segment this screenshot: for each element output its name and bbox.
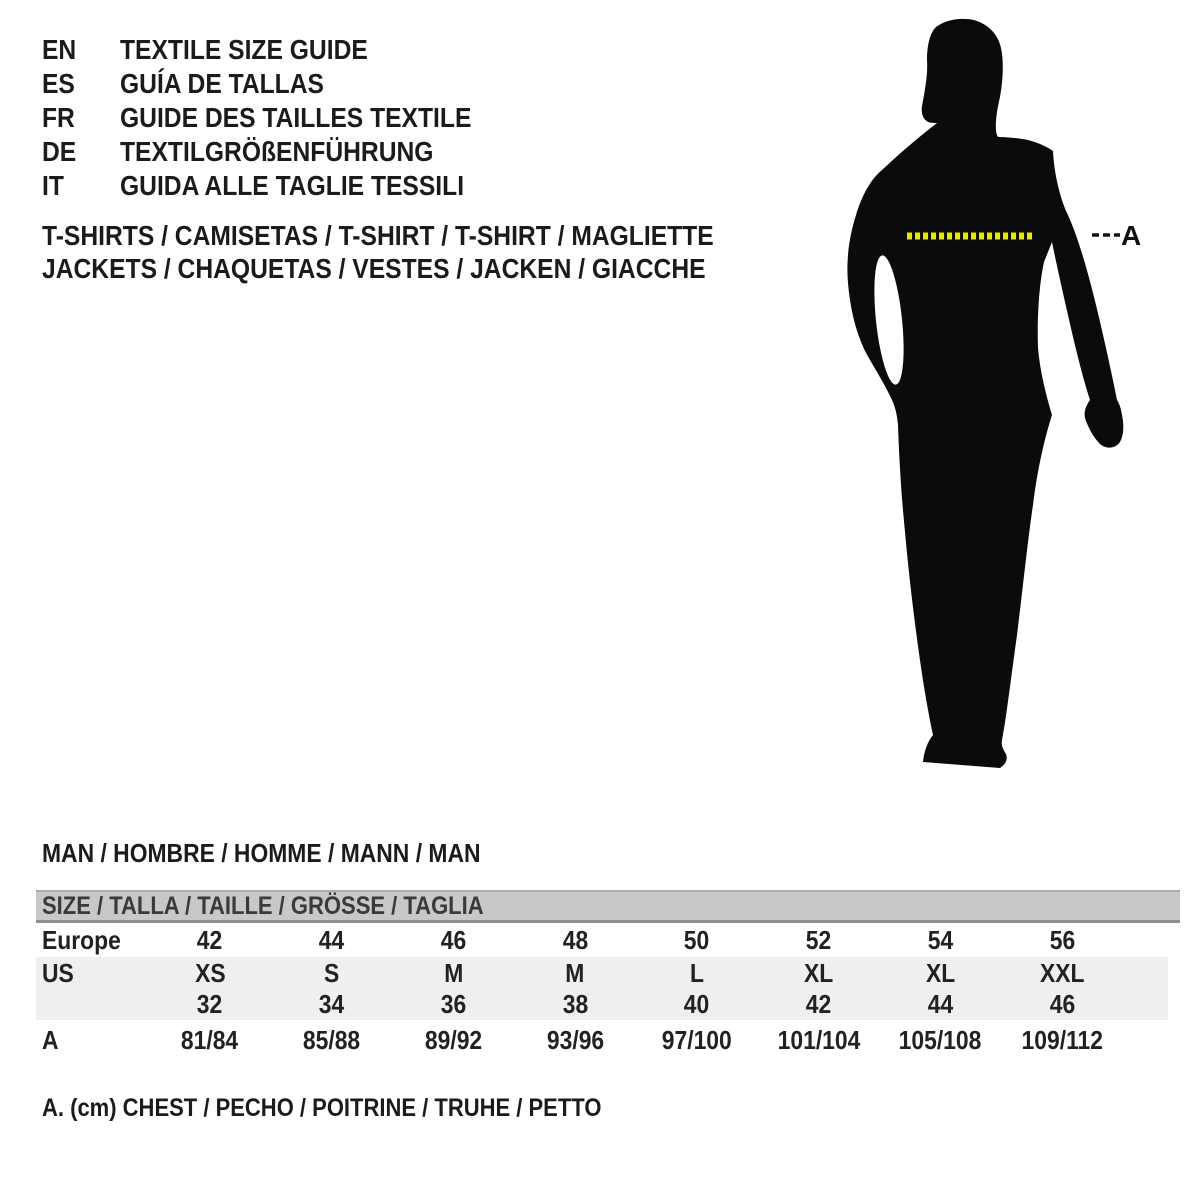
size-value: 42 [805,989,832,1019]
size-value: M [443,957,463,988]
size-value: XXL [1039,957,1085,988]
language-title: GUÍA DE TALLAS [120,68,324,99]
size-value: 89/92 [424,1024,483,1055]
row-label: A [42,1024,59,1055]
size-value: 46 [1049,989,1075,1019]
language-code: IT [42,170,64,201]
size-value: 50 [684,924,710,955]
size-value: XL [803,957,834,988]
category-jackets: JACKETS / CHAQUETAS / VESTES / JACKEN / GIACCHE [42,253,706,284]
size-value: 56 [1049,924,1075,955]
man-silhouette-svg [840,10,1150,785]
size-table-header [36,890,1180,923]
size-value: 101/104 [777,1024,860,1055]
garment-categories [42,219,805,285]
man-silhouette [840,10,1150,785]
language-title: GUIDE DES TAILLES TEXTILE [120,102,472,133]
size-value: 34 [318,989,345,1019]
section-title-man: MAN / HOMBRE / HOMME / MANN / MAN [42,838,481,868]
language-code: ES [42,68,75,99]
language-list [42,33,519,203]
language-title: TEXTILGRÖßENFÜHRUNG [120,136,434,167]
language-row-it [42,169,519,203]
size-value: M [565,957,585,988]
size-value: 85/88 [302,1024,361,1055]
table-row-numeric [36,989,1180,1020]
language-row-es [42,67,519,101]
size-value: 93/96 [546,1024,604,1055]
language-title: TEXTILE SIZE GUIDE [120,34,368,65]
language-code: FR [42,102,75,133]
size-value: 44 [927,989,954,1019]
size-value: 109/112 [1021,1024,1103,1055]
size-value: XS [194,957,226,988]
size-value: 44 [318,924,345,955]
size-value: 54 [927,924,954,955]
measurement-label-a: A [1121,220,1142,251]
size-value: XL [925,957,955,988]
size-value: 38 [562,989,588,1019]
size-table [36,890,1180,1060]
language-code: EN [42,34,77,65]
size-value: 97/100 [661,1024,732,1055]
table-row-europe [36,923,1180,957]
size-value: 52 [805,924,832,955]
measurement-footnote: A. (cm) CHEST / PECHO / POITRINE / TRUHE / PETTO [42,1094,602,1122]
size-value: 32 [197,989,223,1019]
size-value: 36 [440,989,467,1019]
size-value: 81/84 [181,1024,239,1055]
language-row-en [42,33,519,67]
language-code: DE [42,136,77,167]
size-value: 46 [440,924,467,955]
table-row-us [36,957,1180,989]
language-row-de [42,135,519,169]
language-title: GUIDA ALLE TAGLIE TESSILI [120,170,465,201]
row-label: US [42,957,74,988]
language-row-fr [42,101,519,135]
size-value: S [323,957,340,988]
size-table-header-label: SIZE / TALLA / TAILLE / GRÖSSE / TAGLIA [42,892,484,920]
size-value: 48 [562,924,588,955]
size-value: 40 [684,989,710,1019]
size-value: 42 [197,924,223,955]
man-silhouette-shape [847,19,1123,768]
category-tshirts: T-SHIRTS / CAMISETAS / T-SHIRT / T-SHIRT / MAGLIETTE [42,220,714,251]
size-value: L [689,957,704,988]
size-value: 105/108 [899,1024,982,1055]
table-row-chest-cm [36,1020,1180,1060]
row-label: Europe [42,924,121,955]
